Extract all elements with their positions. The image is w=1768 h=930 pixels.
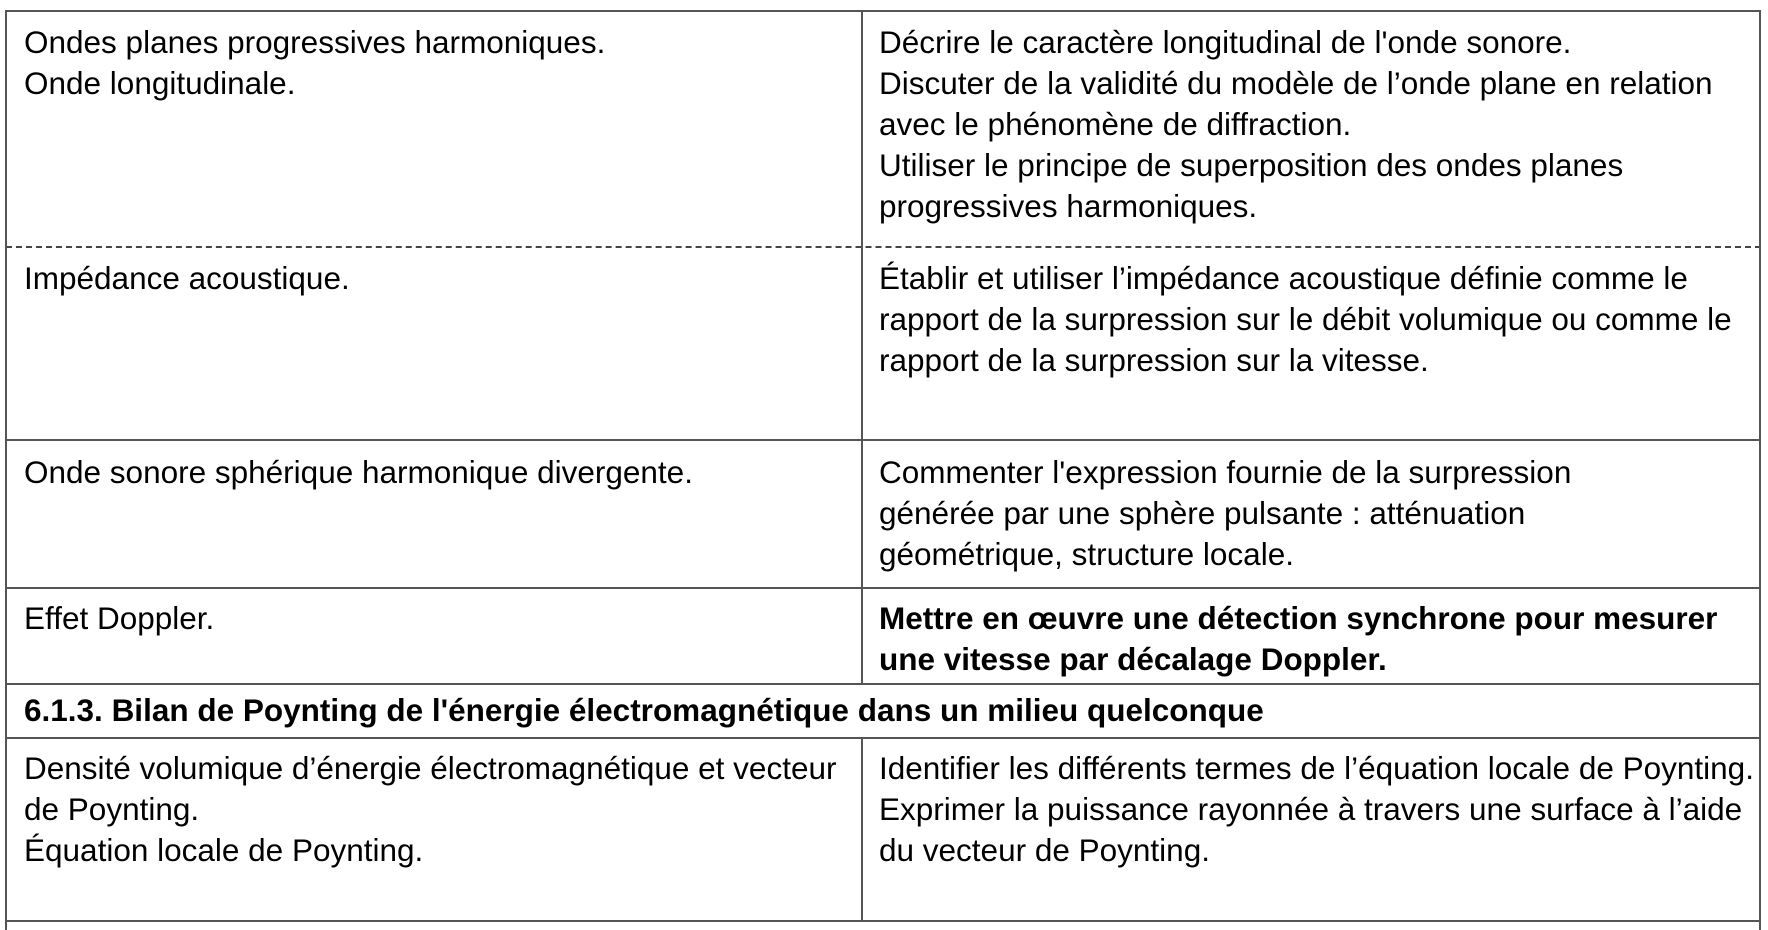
row-divider <box>6 683 1761 685</box>
row-divider <box>6 920 1761 922</box>
row-divider-dashed <box>6 246 1761 248</box>
section-heading: 6.1.3. Bilan de Poynting de l'énergie électromagnétique dans un milieu quelconque <box>24 692 1264 728</box>
column-divider <box>861 10 863 684</box>
table-cell-capacity: Mettre en œuvre une détection synchrone pour mesurer une vitesse par décalage Doppler. <box>879 600 1718 677</box>
table-cell-notion: Effet Doppler. <box>24 600 215 636</box>
table-cell-notion: Impédance acoustique. <box>24 260 350 296</box>
column-divider <box>861 737 863 921</box>
table-cell-capacity: Identifier les différents termes de l’équation locale de Poynting. Exprimer la puissance rayonnée à travers une surface à l’aide du vecteur de Poynting. <box>879 750 1754 868</box>
table-cell-capacity: Établir et utiliser l’impédance acoustique définie comme le rapport de la surpression sur le débit volumique ou comme le rapport de la surpression sur la vitesse. <box>879 260 1732 378</box>
table-cell-capacity: Décrire le caractère longitudinal de l'onde sonore. Discuter de la validité du modèle de l’onde plane en relation avec le phénomène de diffraction. Utiliser le principe de superposition des ondes planes progressives harmoniques. <box>879 24 1713 224</box>
table-cell-notion: Onde sonore sphérique harmonique divergente. <box>24 454 693 490</box>
row-divider <box>6 737 1761 739</box>
row-divider <box>6 587 1761 589</box>
table-cell-notion: Densité volumique d’énergie électromagnétique et vecteur de Poynting. Équation locale de Poynting. <box>24 750 837 868</box>
row-divider <box>6 439 1761 441</box>
table-border-left <box>5 10 7 930</box>
table-border-top <box>6 10 1761 12</box>
table-cell-notion: Ondes planes progressives harmoniques. Onde longitudinale. <box>24 24 606 101</box>
table-cell-capacity: Commenter l'expression fournie de la surpression générée par une sphère pulsante : atténuation géométrique, structure locale. <box>879 454 1572 572</box>
table-border-right <box>1759 10 1761 930</box>
